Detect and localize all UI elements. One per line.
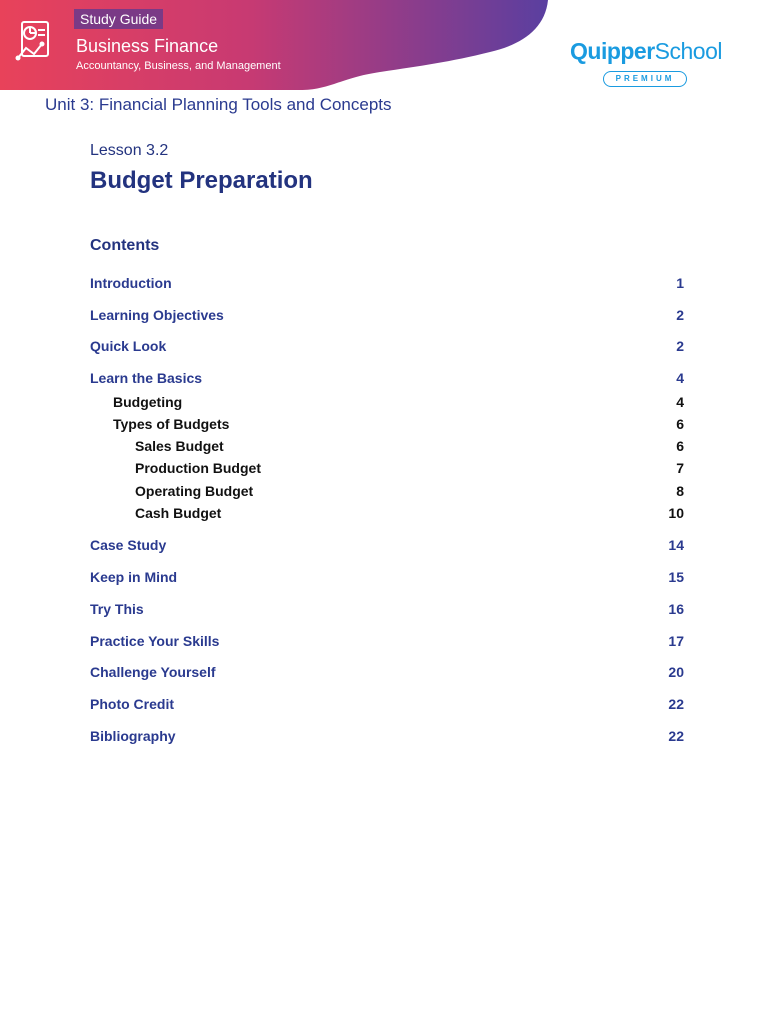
toc-item-page: 15: [668, 569, 684, 585]
toc-item-label: Sales Budget: [135, 438, 224, 454]
brand-logo: [570, 38, 722, 65]
toc-item-label: Introduction: [90, 275, 172, 291]
toc-item-label: Challenge Yourself: [90, 664, 216, 680]
toc-item-page: 17: [668, 633, 684, 649]
toc-item-page: 22: [668, 696, 684, 712]
premium-badge: PREMIUM: [603, 71, 687, 87]
toc-item-page: 10: [668, 505, 684, 521]
toc-subsubitem[interactable]: [90, 438, 684, 458]
toc-item[interactable]: [90, 370, 684, 390]
toc-item-label: Production Budget: [135, 460, 261, 476]
toc-item-page: 4: [676, 394, 684, 410]
toc-item-page: 4: [676, 370, 684, 386]
toc-item[interactable]: [90, 338, 684, 358]
lesson-title: Budget Preparation: [90, 167, 313, 194]
contents-heading: Contents: [90, 237, 160, 254]
toc-item-label: Types of Budgets: [113, 416, 230, 432]
toc-item[interactable]: [90, 307, 684, 327]
toc-item-label: Learning Objectives: [90, 307, 224, 323]
toc-item-label: Keep in Mind: [90, 569, 178, 585]
lesson-number: Lesson 3.2: [90, 142, 169, 159]
toc-item-label: Learn the Basics: [90, 370, 203, 386]
toc-item-label: Quick Look: [90, 338, 167, 354]
toc-item[interactable]: [90, 664, 684, 684]
toc-item-page: 16: [668, 601, 684, 617]
toc-item[interactable]: [90, 728, 684, 748]
toc-item-page: 8: [676, 483, 684, 499]
toc-item[interactable]: [90, 537, 684, 557]
toc-item[interactable]: [90, 569, 684, 589]
unit-title: Unit 3: Financial Planning Tools and Concepts: [45, 95, 392, 114]
brand-main: Quipper: [570, 38, 655, 64]
toc-item-label: Bibliography: [90, 728, 176, 744]
toc-item-label: Photo Credit: [90, 696, 174, 712]
toc-item-page: 1: [676, 275, 684, 291]
toc-item-label: Practice Your Skills: [90, 633, 220, 649]
study-guide-tag: Study Guide: [74, 9, 163, 29]
toc-item-page: 6: [676, 416, 684, 432]
toc-item[interactable]: [90, 601, 684, 621]
toc-item-label: Operating Budget: [135, 483, 254, 499]
toc-item-page: 20: [668, 664, 684, 680]
subject-title: Business Finance: [76, 36, 219, 56]
toc-item-page: 2: [676, 307, 684, 323]
toc-subitem[interactable]: [90, 394, 684, 414]
toc-item-page: 14: [668, 537, 684, 553]
finance-document-icon: [12, 18, 60, 68]
toc-subsubitem[interactable]: [90, 505, 684, 525]
toc-item-page: 22: [668, 728, 684, 744]
toc-subsubitem[interactable]: [90, 460, 684, 480]
toc-subitem[interactable]: [90, 416, 684, 436]
toc-item-label: Case Study: [90, 537, 167, 553]
brand-second: School: [654, 38, 722, 64]
toc-item-page: 6: [676, 438, 684, 454]
strand-subtitle: Accountancy, Business, and Management: [76, 60, 281, 72]
toc-item[interactable]: [90, 633, 684, 653]
toc-subsubitem[interactable]: [90, 483, 684, 503]
toc-item-label: Try This: [90, 601, 144, 617]
toc-item-label: Budgeting: [113, 394, 183, 410]
toc-item-page: 7: [676, 460, 684, 476]
toc-item[interactable]: [90, 275, 684, 295]
toc-item-page: 2: [676, 338, 684, 354]
toc-item[interactable]: [90, 696, 684, 716]
toc-item-label: Cash Budget: [135, 505, 222, 521]
